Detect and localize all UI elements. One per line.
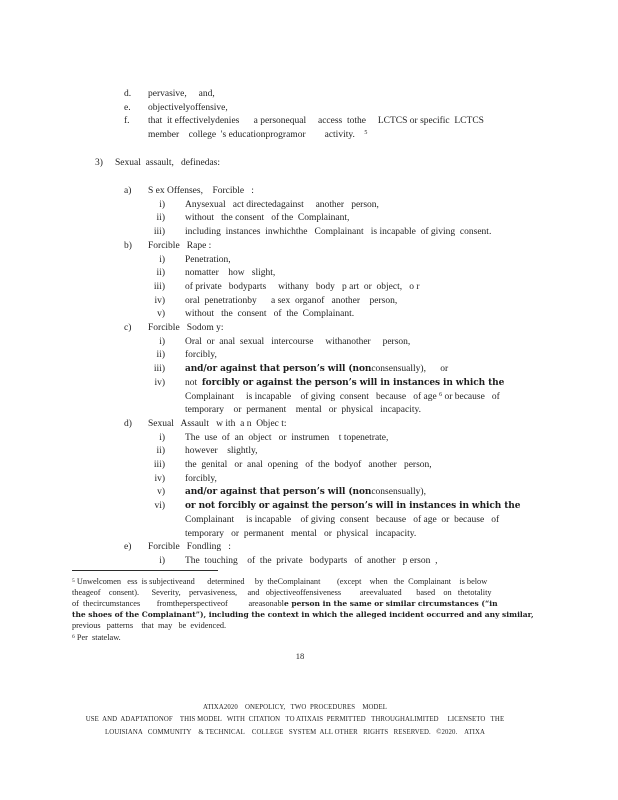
line-text xyxy=(185,459,432,471)
line-text xyxy=(185,363,448,375)
text-segment: and/or against that person’s will (non xyxy=(185,364,372,374)
list-marker: iii) xyxy=(153,282,165,292)
list-marker: ii) xyxy=(156,213,165,223)
list-marker: i) xyxy=(159,433,165,443)
line-text xyxy=(185,308,354,320)
doc-line xyxy=(0,500,618,514)
line-text xyxy=(185,267,275,279)
doc-line xyxy=(0,281,618,295)
text-segment: that it effectivelydenies a personequal access tothe LCTCS or specific LCTCS xyxy=(148,116,484,126)
footnote-separator xyxy=(72,570,218,571)
footnote-line xyxy=(72,610,534,620)
doc-line xyxy=(0,514,618,528)
line-text xyxy=(185,212,349,224)
doc-line xyxy=(0,199,618,213)
text-segment: Complainant is incapable of giving consent because of age or because of xyxy=(185,515,500,525)
doc-line xyxy=(0,404,618,418)
line-text xyxy=(185,349,217,361)
text-segment: Forcible Sodom y: xyxy=(148,323,224,333)
doc-line xyxy=(0,473,618,487)
line-text xyxy=(148,115,484,127)
doc-line xyxy=(0,377,618,391)
text-segment: Oral or anal sexual intercourse withanother person, xyxy=(185,337,411,347)
footnote-line xyxy=(72,577,487,588)
doc-line xyxy=(0,212,618,226)
page-number: 18 xyxy=(295,651,305,661)
list-marker: ii) xyxy=(156,446,165,456)
text-segment: temporary or permanent mental or physical incapacity. xyxy=(185,405,422,415)
doc-line xyxy=(0,88,618,102)
text-segment: Unwelcomen ess is subjectiveand determined by theComplainant (except when the Complainant is below xyxy=(74,577,488,586)
doc-line xyxy=(0,349,618,363)
text-segment: consensually), xyxy=(371,487,426,497)
line-text xyxy=(185,199,379,211)
text-segment: pervasive, and, xyxy=(148,89,215,99)
line-text xyxy=(185,254,231,266)
line-text xyxy=(185,555,437,567)
line-text xyxy=(148,129,367,142)
list-marker: iii) xyxy=(153,460,165,470)
list-marker: iv) xyxy=(154,378,165,388)
footnote-ref: 6 xyxy=(439,391,443,398)
line-text xyxy=(185,391,500,404)
text-segment: consensually), xyxy=(371,364,426,374)
text-segment: theageof consent). Severity, pervasiveness, and objectiveoffensiveness areevaluated based on thetotality xyxy=(72,588,492,597)
doc-line xyxy=(0,445,618,459)
doc-line xyxy=(0,295,618,309)
doc-line xyxy=(0,432,618,446)
text-segment: Anysexual act directedagainst another person, xyxy=(185,200,379,210)
list-marker: e. xyxy=(124,103,131,113)
doc-line xyxy=(0,267,618,281)
text-segment: previous patterns that may be evidenced. xyxy=(72,621,227,630)
text-segment: or not forcibly or against the person’s will in instances in which the xyxy=(185,501,521,511)
footnote-line xyxy=(72,633,121,644)
doc-line xyxy=(0,336,618,350)
list-marker: i) xyxy=(159,255,165,265)
list-marker: 3) xyxy=(95,158,103,168)
footnote-line xyxy=(72,599,498,609)
line-text xyxy=(185,445,257,457)
line-text xyxy=(148,102,228,114)
line-text xyxy=(185,336,410,348)
doc-line xyxy=(0,129,618,143)
text-segment: however slightly, xyxy=(185,446,258,456)
line-text xyxy=(185,295,397,307)
line-text xyxy=(115,157,220,169)
text-segment: oral penetrationby a sex organof another person, xyxy=(185,296,398,306)
text-segment: Forcible Fondling : xyxy=(148,542,231,552)
text-segment: member college 's educationprogramor activity. xyxy=(148,130,365,140)
list-marker: c) xyxy=(124,323,132,333)
text-segment: or xyxy=(425,364,449,374)
list-marker: a) xyxy=(124,186,132,196)
list-marker: ii) xyxy=(156,268,165,278)
line-text xyxy=(185,226,491,238)
text-segment: not xyxy=(185,378,202,388)
list-marker: iv) xyxy=(154,474,165,484)
doc-line xyxy=(0,486,618,500)
list-marker: iv) xyxy=(154,296,165,306)
footnote-line xyxy=(72,588,492,598)
footnote-ref: 6 xyxy=(72,633,75,640)
list-marker: iii) xyxy=(153,364,165,374)
list-marker: vi) xyxy=(154,501,165,511)
text-segment: objectivelyoffensive, xyxy=(148,103,228,113)
line-text xyxy=(185,281,420,293)
list-marker: f. xyxy=(124,116,130,126)
line-text xyxy=(185,432,388,444)
footnote-ref: 5 xyxy=(364,129,368,136)
footer-line: ATIXA2020 ONEPOLICY, TWO PROCEDURES MODEL xyxy=(202,704,388,711)
list-marker: b) xyxy=(124,241,132,251)
text-segment: Forcible Rape : xyxy=(148,241,212,251)
doc-line xyxy=(0,391,618,405)
doc-line xyxy=(0,322,618,336)
line-text xyxy=(148,418,287,430)
text-segment: without the consent of the Complainant. xyxy=(185,309,355,319)
list-marker: d. xyxy=(124,89,132,99)
line-text xyxy=(185,528,416,540)
text-segment: of thecircumstances fromtheperspectiveof areasonabl xyxy=(72,599,284,608)
line-text xyxy=(185,500,520,512)
line-text xyxy=(148,240,211,252)
text-segment: e person in the same or similar circumstances (“in xyxy=(283,599,498,608)
list-marker: d) xyxy=(124,419,132,429)
text-segment: S ex Offenses, Forcible : xyxy=(148,186,254,196)
doc-line xyxy=(0,541,618,555)
footer-line: LOUISIANA COMMUNITY & TECHNICAL COLLEGE SYSTEM ALL OTHER RIGHTS RESERVED. ©2020. ATIXA xyxy=(104,729,486,736)
text-segment: or because of xyxy=(442,392,500,402)
footnote-ref: 5 xyxy=(72,577,75,584)
text-segment: temporary or permanent mental or physical incapacity. xyxy=(185,529,417,539)
text-segment: of private bodyparts withany body p art or object, o r xyxy=(185,282,420,292)
doc-line xyxy=(0,418,618,432)
text-segment: including instances inwhichthe Complainant is incapable of giving consent. xyxy=(185,227,492,237)
text-segment: Sexual Assault w ith a n Objec t: xyxy=(148,419,287,429)
list-marker: e) xyxy=(124,542,132,552)
text-segment: without the consent of the Complainant, xyxy=(185,213,350,223)
footer-line: USE AND ADAPTATIONOF THIS MODEL WITH CITATION TO ATIXAIS PERMITTED THROUGHALIMITED LICENSETO THE xyxy=(85,716,505,723)
line-text xyxy=(148,88,215,100)
line-text xyxy=(185,486,426,498)
line-text xyxy=(185,473,217,485)
text-segment: forcibly, xyxy=(185,474,217,484)
doc-line xyxy=(0,459,618,473)
text-segment: Sexual assault, definedas: xyxy=(115,158,221,168)
text-segment: forcibly, xyxy=(185,350,217,360)
doc-line xyxy=(0,115,618,129)
doc-line xyxy=(0,102,618,116)
list-marker: i) xyxy=(159,200,165,210)
line-text xyxy=(148,541,231,553)
list-marker: iii) xyxy=(153,227,165,237)
list-marker: i) xyxy=(159,556,165,566)
line-text xyxy=(148,322,223,334)
footnote-line xyxy=(72,621,226,631)
line-text xyxy=(185,404,421,416)
list-marker: ii) xyxy=(156,350,165,360)
doc-line xyxy=(0,240,618,254)
doc-line xyxy=(0,308,618,322)
text-segment: nomatter how slight, xyxy=(185,268,276,278)
text-segment: the genital or anal opening of the bodyof another person, xyxy=(185,460,432,470)
doc-line xyxy=(0,528,618,542)
doc-line xyxy=(0,363,618,377)
doc-line xyxy=(0,254,618,268)
line-text xyxy=(185,514,499,526)
doc-line xyxy=(0,185,618,199)
text-segment: The use of an object or instrumen t topenetrate, xyxy=(185,433,389,443)
line-text xyxy=(185,377,504,389)
text-segment: forcibly or against the person’s will in instances in which the xyxy=(201,378,505,388)
text-segment: Penetration, xyxy=(185,255,231,265)
list-marker: v) xyxy=(157,487,165,497)
text-segment: The touching of the private bodyparts of another p erson , xyxy=(185,556,438,566)
line-text xyxy=(148,185,254,197)
text-segment: Per statelaw. xyxy=(74,633,121,642)
doc-line xyxy=(0,226,618,240)
text-segment: the shoes of the Complainant”), including the context in which the alleged incident occurred and any similar, xyxy=(72,610,534,619)
doc-line xyxy=(0,555,618,569)
text-segment: Complainant is incapable of giving consent because of age xyxy=(185,392,440,402)
list-marker: i) xyxy=(159,337,165,347)
list-marker: v) xyxy=(157,309,165,319)
text-segment: and/or against that person’s will (non xyxy=(185,487,372,497)
doc-line xyxy=(0,157,618,171)
